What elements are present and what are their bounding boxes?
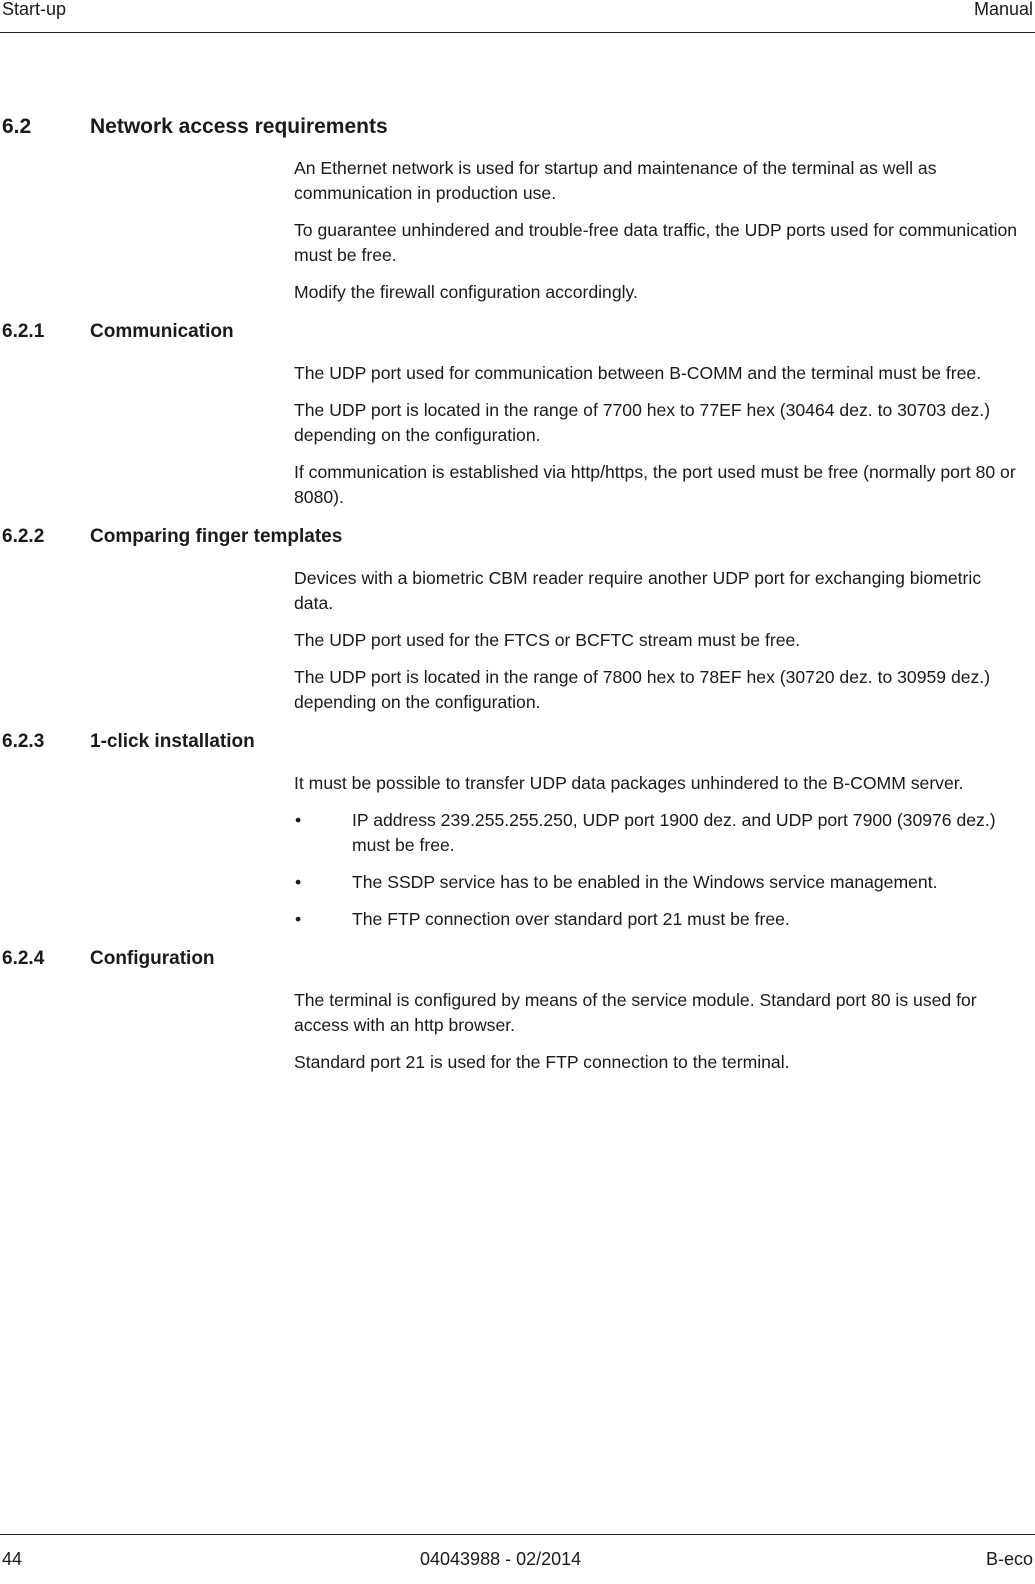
section-body [294, 361, 1024, 510]
paragraph: An Ethernet network is used for startup and maintenance of the terminal as well as communication in production use. [294, 158, 937, 203]
header-chapter: Start-up [2, 0, 67, 19]
section-title: Comparing finger templates [90, 526, 343, 547]
section-heading [0, 112, 1035, 142]
product-name: B-eco [985, 1549, 1033, 1569]
section-number: 6.2.3 [2, 731, 45, 752]
section-communication [0, 317, 1035, 510]
section-heading [0, 944, 1035, 974]
paragraph: Devices with a biometric CBM reader require another UDP port for exchanging biometric data. [294, 568, 982, 613]
section-body [294, 156, 1024, 305]
section-title: Communication [90, 321, 234, 342]
page-footer [0, 1534, 1035, 1584]
section-1-click-installation [0, 727, 1035, 932]
bullet-icon: • [295, 872, 302, 892]
bullet-icon: • [295, 810, 302, 830]
page-header [0, 0, 1035, 33]
section-body [294, 771, 1024, 932]
page-content [0, 112, 1035, 1087]
section-network-access [0, 112, 1035, 305]
section-finger-templates [0, 522, 1035, 715]
section-title: Configuration [90, 948, 215, 969]
section-number: 6.2.1 [2, 321, 45, 342]
paragraph: The UDP port is located in the range of 7700 hex to 77EF hex (30464 dez. to 30703 dez.) depending on the configuration. [294, 400, 991, 445]
section-heading [0, 727, 1035, 757]
header-doc-type: Manual [973, 0, 1033, 19]
section-title: Network access requirements [90, 115, 388, 138]
bullet-text: The FTP connection over standard port 21 must be free. [352, 909, 790, 929]
section-number: 6.2.4 [2, 948, 45, 969]
bullet-icon: • [295, 909, 302, 929]
document-id: 04043988 - 02/2014 [420, 1549, 582, 1569]
section-heading [0, 317, 1035, 347]
paragraph: Standard port 21 is used for the FTP connection to the terminal. [294, 1052, 790, 1072]
section-body [294, 988, 1024, 1075]
paragraph: It must be possible to transfer UDP data packages unhindered to the B-COMM server. [294, 773, 964, 793]
section-number: 6.2 [2, 115, 32, 138]
paragraph: Modify the firewall configuration accordingly. [294, 282, 638, 302]
page-number: 44 [2, 1549, 23, 1569]
bullet-text: The SSDP service has to be enabled in the Windows service management. [352, 872, 938, 892]
section-configuration [0, 944, 1035, 1075]
bullet-item [294, 870, 1024, 895]
section-body [294, 566, 1024, 715]
bullet-item [294, 808, 1024, 858]
section-heading [0, 522, 1035, 552]
paragraph: The UDP port used for communication between B-COMM and the terminal must be free. [294, 363, 982, 383]
bullet-list [294, 808, 1024, 932]
section-number: 6.2.2 [2, 526, 45, 547]
paragraph: To guarantee unhindered and trouble-free data traffic, the UDP ports used for communication must be free. [294, 220, 1018, 265]
paragraph: The terminal is configured by means of the service module. Standard port 80 is used for access with an http browser. [294, 990, 977, 1035]
paragraph: The UDP port is located in the range of 7800 hex to 78EF hex (30720 dez. to 30959 dez.) depending on the configuration. [294, 667, 991, 712]
section-title: 1-click installation [90, 731, 255, 752]
bullet-text: IP address 239.255.255.250, UDP port 1900 dez. and UDP port 7900 (30976 dez.) must be free. [352, 810, 996, 855]
bullet-item [294, 907, 1024, 932]
paragraph: The UDP port used for the FTCS or BCFTC stream must be free. [294, 630, 801, 650]
paragraph: If communication is established via http/https, the port used must be free (normally port 80 or 8080). [294, 462, 1016, 507]
